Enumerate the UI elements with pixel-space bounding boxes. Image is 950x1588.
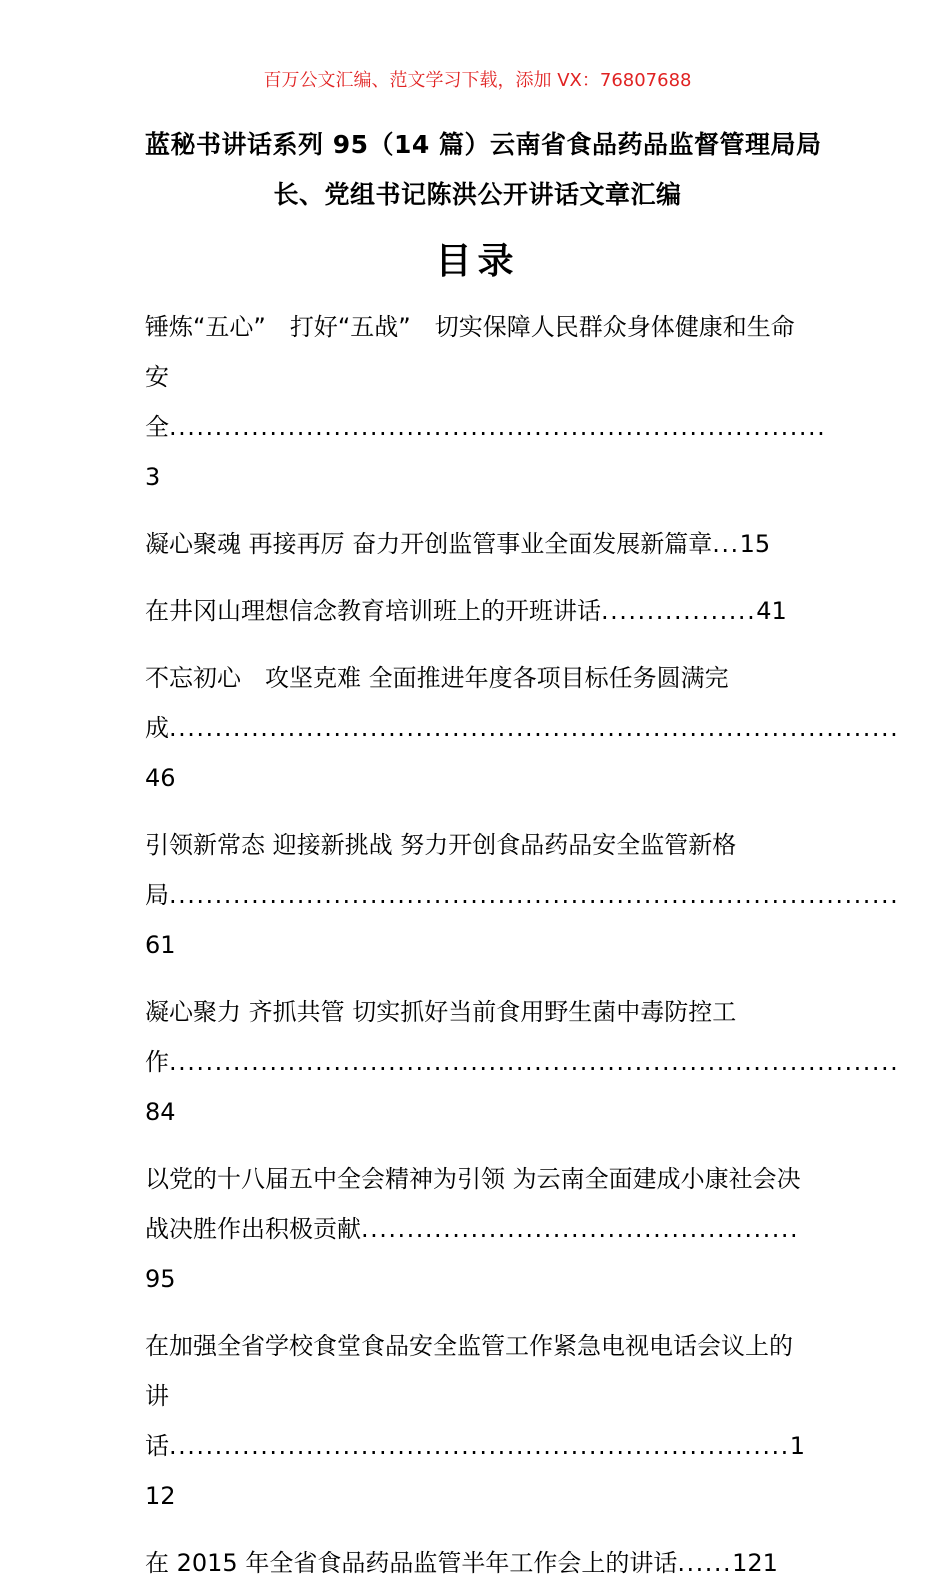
toc-entry-page-number: 61 [145,931,176,959]
toc-entry-leader-dots: ................................................................................ [169,1048,900,1076]
toc-entry[interactable] [145,987,900,1137]
toc-entry-page-number: 15 [739,530,771,558]
toc-entry-leader-dots: ................................................ [361,1215,800,1243]
toc-entry-page-number: 95 [145,1265,176,1293]
toc-entry-leader-dots: ...... [677,1549,733,1577]
toc-entry-title: 以党的十八届五中全会精神为引领 为云南全面建成小康社会决战决胜作出积极贡献 [145,1165,801,1243]
toc-entry[interactable] [145,302,827,502]
toc-entry[interactable] [145,586,810,636]
toc-list [145,302,900,1588]
toc-entry-leader-dots: ................. [601,597,757,625]
toc-entry-title: 在加强全省学校食堂食品安全监管工作紧急电视电话会议上的讲话 [145,1332,793,1460]
toc-entry-page-number: 46 [145,764,176,792]
toc-entry-leader-dots: ................................................................................ [169,714,900,742]
toc-entry-title: 锤炼“五心” 打好“五战” 切实保障人民群众身体健康和生命安全 [145,313,795,441]
toc-entry-title: 在井冈山理想信念教育培训班上的开班讲话 [145,597,601,625]
toc-entry-title: 引领新常态 迎接新挑战 努力开创食品药品安全监管新格局 [145,831,737,909]
toc-entry[interactable] [145,820,900,970]
toc-entry[interactable] [145,1321,810,1521]
toc-entry-page-number: 84 [145,1098,176,1126]
toc-entry[interactable] [145,1154,810,1304]
document-title-line-2: 长、党组书记陈洪公开讲话文章汇编 [273,180,682,209]
toc-entry-page-number: 41 [756,597,787,625]
toc-entry-title: 凝心聚力 齐抓共管 切实抓好当前食用野生菌中毒防控工作 [145,998,737,1076]
toc-entry-leader-dots: ........................................................................ [169,413,827,441]
document-title-line-1: 蓝秘书讲话系列 95（14 篇）云南省食品药品监督管理局局 [145,130,822,159]
toc-entry[interactable] [145,1538,810,1588]
promo-banner: 百万公文汇编、范文学习下载，添加 VX：76807688 [263,70,692,91]
toc-entry-leader-dots: ................................................................................ [169,881,900,909]
toc-entry-title: 不忘初心 攻坚克难 全面推进年度各项目标任务圆满完成 [145,664,729,742]
toc-entry-leader-dots: ... [712,530,740,558]
toc-entry-title: 在 2015 年全省食品药品监管半年工作会上的讲话 [145,1549,678,1577]
toc-entry-leader-dots: .................................................................... [169,1432,790,1460]
toc-entry[interactable] [145,519,810,569]
toc-entry[interactable] [145,653,900,803]
document-title [145,120,822,220]
toc-heading: 目录 [435,241,520,282]
toc-entry-page-number: 112 [145,1432,806,1510]
toc-entry-page-number: 121 [732,1549,778,1577]
toc-entry-page-number: 3 [145,463,161,491]
toc-entry-title: 凝心聚魂 再接再厉 奋力开创监管事业全面发展新篇章 [145,530,713,558]
